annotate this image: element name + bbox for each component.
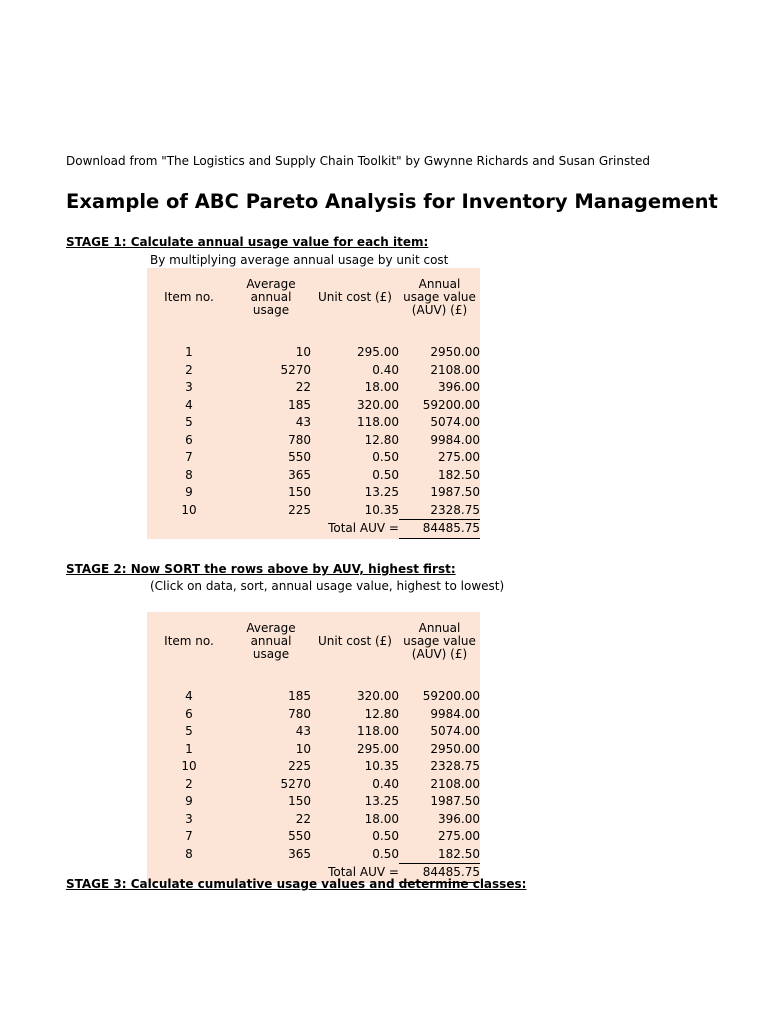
- table-cell: 1: [185, 741, 193, 756]
- table-cell: 18.00: [364, 380, 399, 394]
- table-row: [147, 793, 480, 811]
- table-cell: 8: [185, 467, 193, 482]
- table-cell: 2: [185, 776, 193, 791]
- table-cell: 10.35: [364, 502, 399, 517]
- stage1-table: [147, 268, 480, 539]
- table-row: [147, 758, 480, 776]
- table-cell: 2108.00: [430, 362, 480, 377]
- table-cell: 43: [295, 724, 311, 738]
- column-header: Unit cost (£): [318, 289, 392, 304]
- table-cell: 0.50: [372, 467, 399, 482]
- table-row: [147, 397, 480, 415]
- table-cell: 225: [288, 759, 311, 773]
- table-cell: 10: [295, 345, 311, 359]
- table-cell: 1987.50: [430, 485, 480, 499]
- table-cell: 150: [288, 794, 311, 808]
- table-cell: 295.00: [357, 741, 399, 756]
- table-cell: 185: [288, 397, 311, 412]
- table-row: [147, 414, 480, 432]
- table-cell: 5270: [280, 776, 311, 791]
- column-header: Average annual usage: [246, 276, 296, 317]
- table-row: [147, 344, 480, 362]
- stage1-auv-table: [147, 268, 480, 539]
- column-header: Annual usage value (AUV) (£): [403, 620, 476, 661]
- table-cell: 5: [185, 415, 193, 429]
- table-cell: 4: [185, 397, 193, 412]
- table-cell: 182.50: [399, 846, 480, 864]
- table-row: [147, 484, 480, 502]
- stage2-auv-table: [147, 612, 480, 883]
- total-auv-label: Total AUV =: [328, 865, 399, 879]
- table-row: [147, 379, 480, 397]
- total-auv-value: 84485.75: [399, 864, 480, 883]
- column-header: Item no.: [164, 289, 214, 304]
- table-cell: 9: [185, 794, 193, 808]
- table-cell: 9: [185, 485, 193, 499]
- table-cell: 10.35: [364, 759, 399, 773]
- table-cell: 2328.75: [430, 759, 480, 773]
- table-cell: 0.40: [372, 776, 399, 791]
- table-cell: 396.00: [438, 380, 480, 394]
- column-header: Unit cost (£): [318, 633, 392, 648]
- table-row: [147, 688, 480, 706]
- stage2-heading: STAGE 2: Now SORT the rows above by AUV, highest first:: [66, 562, 456, 576]
- table-cell: 7: [185, 450, 193, 464]
- table-cell: 225: [288, 502, 311, 517]
- table-cell: 365: [288, 846, 311, 861]
- column-header: Item no.: [164, 633, 214, 648]
- table-cell: 6: [185, 432, 193, 447]
- table-cell: 10: [181, 759, 197, 773]
- table-cell: 2950.00: [430, 345, 480, 359]
- stage1-heading: STAGE 1: Calculate annual usage value for each item:: [66, 235, 429, 249]
- table-cell: 780: [288, 432, 311, 447]
- table-cell: 2950.00: [430, 741, 480, 756]
- table-cell: 275.00: [438, 829, 480, 843]
- table-cell: 10: [181, 502, 197, 517]
- table-cell: 3: [185, 811, 193, 826]
- table-cell: 4: [185, 689, 193, 703]
- source-line: Download from "The Logistics and Supply Chain Toolkit" by Gwynne Richards and Susan Grinsted: [66, 154, 650, 168]
- stage2-table: [147, 612, 480, 883]
- table-cell: 185: [288, 689, 311, 703]
- table-cell: 150: [288, 485, 311, 499]
- table-cell: 396.00: [438, 811, 480, 826]
- total-auv-label: Total AUV =: [328, 521, 399, 535]
- table-cell: 118.00: [357, 415, 399, 429]
- table-cell: 5: [185, 724, 193, 738]
- table-cell: 1987.50: [430, 794, 480, 808]
- table-cell: 12.80: [364, 432, 399, 447]
- table-row: [147, 828, 480, 846]
- table-row: [147, 776, 480, 794]
- table-cell: 295.00: [357, 345, 399, 359]
- table-cell: 5074.00: [430, 724, 480, 738]
- table-row: [147, 467, 480, 485]
- stage3-heading: STAGE 3: Calculate cumulative usage values and determine classes:: [66, 877, 527, 891]
- column-header: Average annual usage: [246, 620, 296, 661]
- table-cell: 320.00: [357, 397, 399, 412]
- table-cell: 18.00: [364, 811, 399, 826]
- table-cell: 13.25: [364, 485, 399, 499]
- table-cell: 0.50: [372, 450, 399, 464]
- table-cell: 5270: [280, 362, 311, 377]
- table-cell: 365: [288, 467, 311, 482]
- table-cell: 275.00: [438, 450, 480, 464]
- table-cell: 0.50: [372, 846, 399, 861]
- table-cell: 43: [295, 415, 311, 429]
- table-cell: 22: [295, 380, 311, 394]
- total-row: [147, 520, 480, 539]
- table-cell: 0.50: [372, 829, 399, 843]
- table-cell: 9984.00: [430, 432, 480, 447]
- table-cell: 9984.00: [430, 706, 480, 721]
- page-title: Example of ABC Pareto Analysis for Inventory Management: [66, 190, 718, 213]
- table-cell: 2: [185, 362, 193, 377]
- table-cell: 59200.00: [422, 689, 480, 703]
- table-cell: 5074.00: [430, 415, 480, 429]
- table-row: [147, 811, 480, 829]
- table-cell: 0.40: [372, 362, 399, 377]
- table-cell: 780: [288, 706, 311, 721]
- table-cell: 2328.75: [399, 502, 480, 520]
- stage1-note: By multiplying average annual usage by unit cost: [150, 253, 449, 267]
- table-row: [147, 846, 480, 864]
- table-cell: 13.25: [364, 794, 399, 808]
- table-cell: 118.00: [357, 724, 399, 738]
- table-row: [147, 362, 480, 380]
- table-row: [147, 432, 480, 450]
- table-cell: 59200.00: [422, 397, 480, 412]
- table-cell: 8: [185, 846, 193, 861]
- table-cell: 22: [295, 811, 311, 826]
- table-row: [147, 449, 480, 467]
- total-auv-value: 84485.75: [399, 520, 480, 539]
- table-cell: 3: [185, 380, 193, 394]
- column-header: Annual usage value (AUV) (£): [403, 276, 476, 317]
- table-cell: 1: [185, 345, 193, 359]
- stage2-note: (Click on data, sort, annual usage value, highest to lowest): [150, 579, 505, 593]
- table-row: [147, 706, 480, 724]
- table-cell: 550: [288, 450, 311, 464]
- table-cell: 2108.00: [430, 776, 480, 791]
- table-cell: 550: [288, 829, 311, 843]
- table-cell: 182.50: [438, 467, 480, 482]
- table-row: [147, 741, 480, 759]
- table-row: [147, 723, 480, 741]
- table-cell: 7: [185, 829, 193, 843]
- table-cell: 320.00: [357, 689, 399, 703]
- table-row: [147, 502, 480, 520]
- table-cell: 10: [295, 741, 311, 756]
- table-cell: 6: [185, 706, 193, 721]
- table-cell: 12.80: [364, 706, 399, 721]
